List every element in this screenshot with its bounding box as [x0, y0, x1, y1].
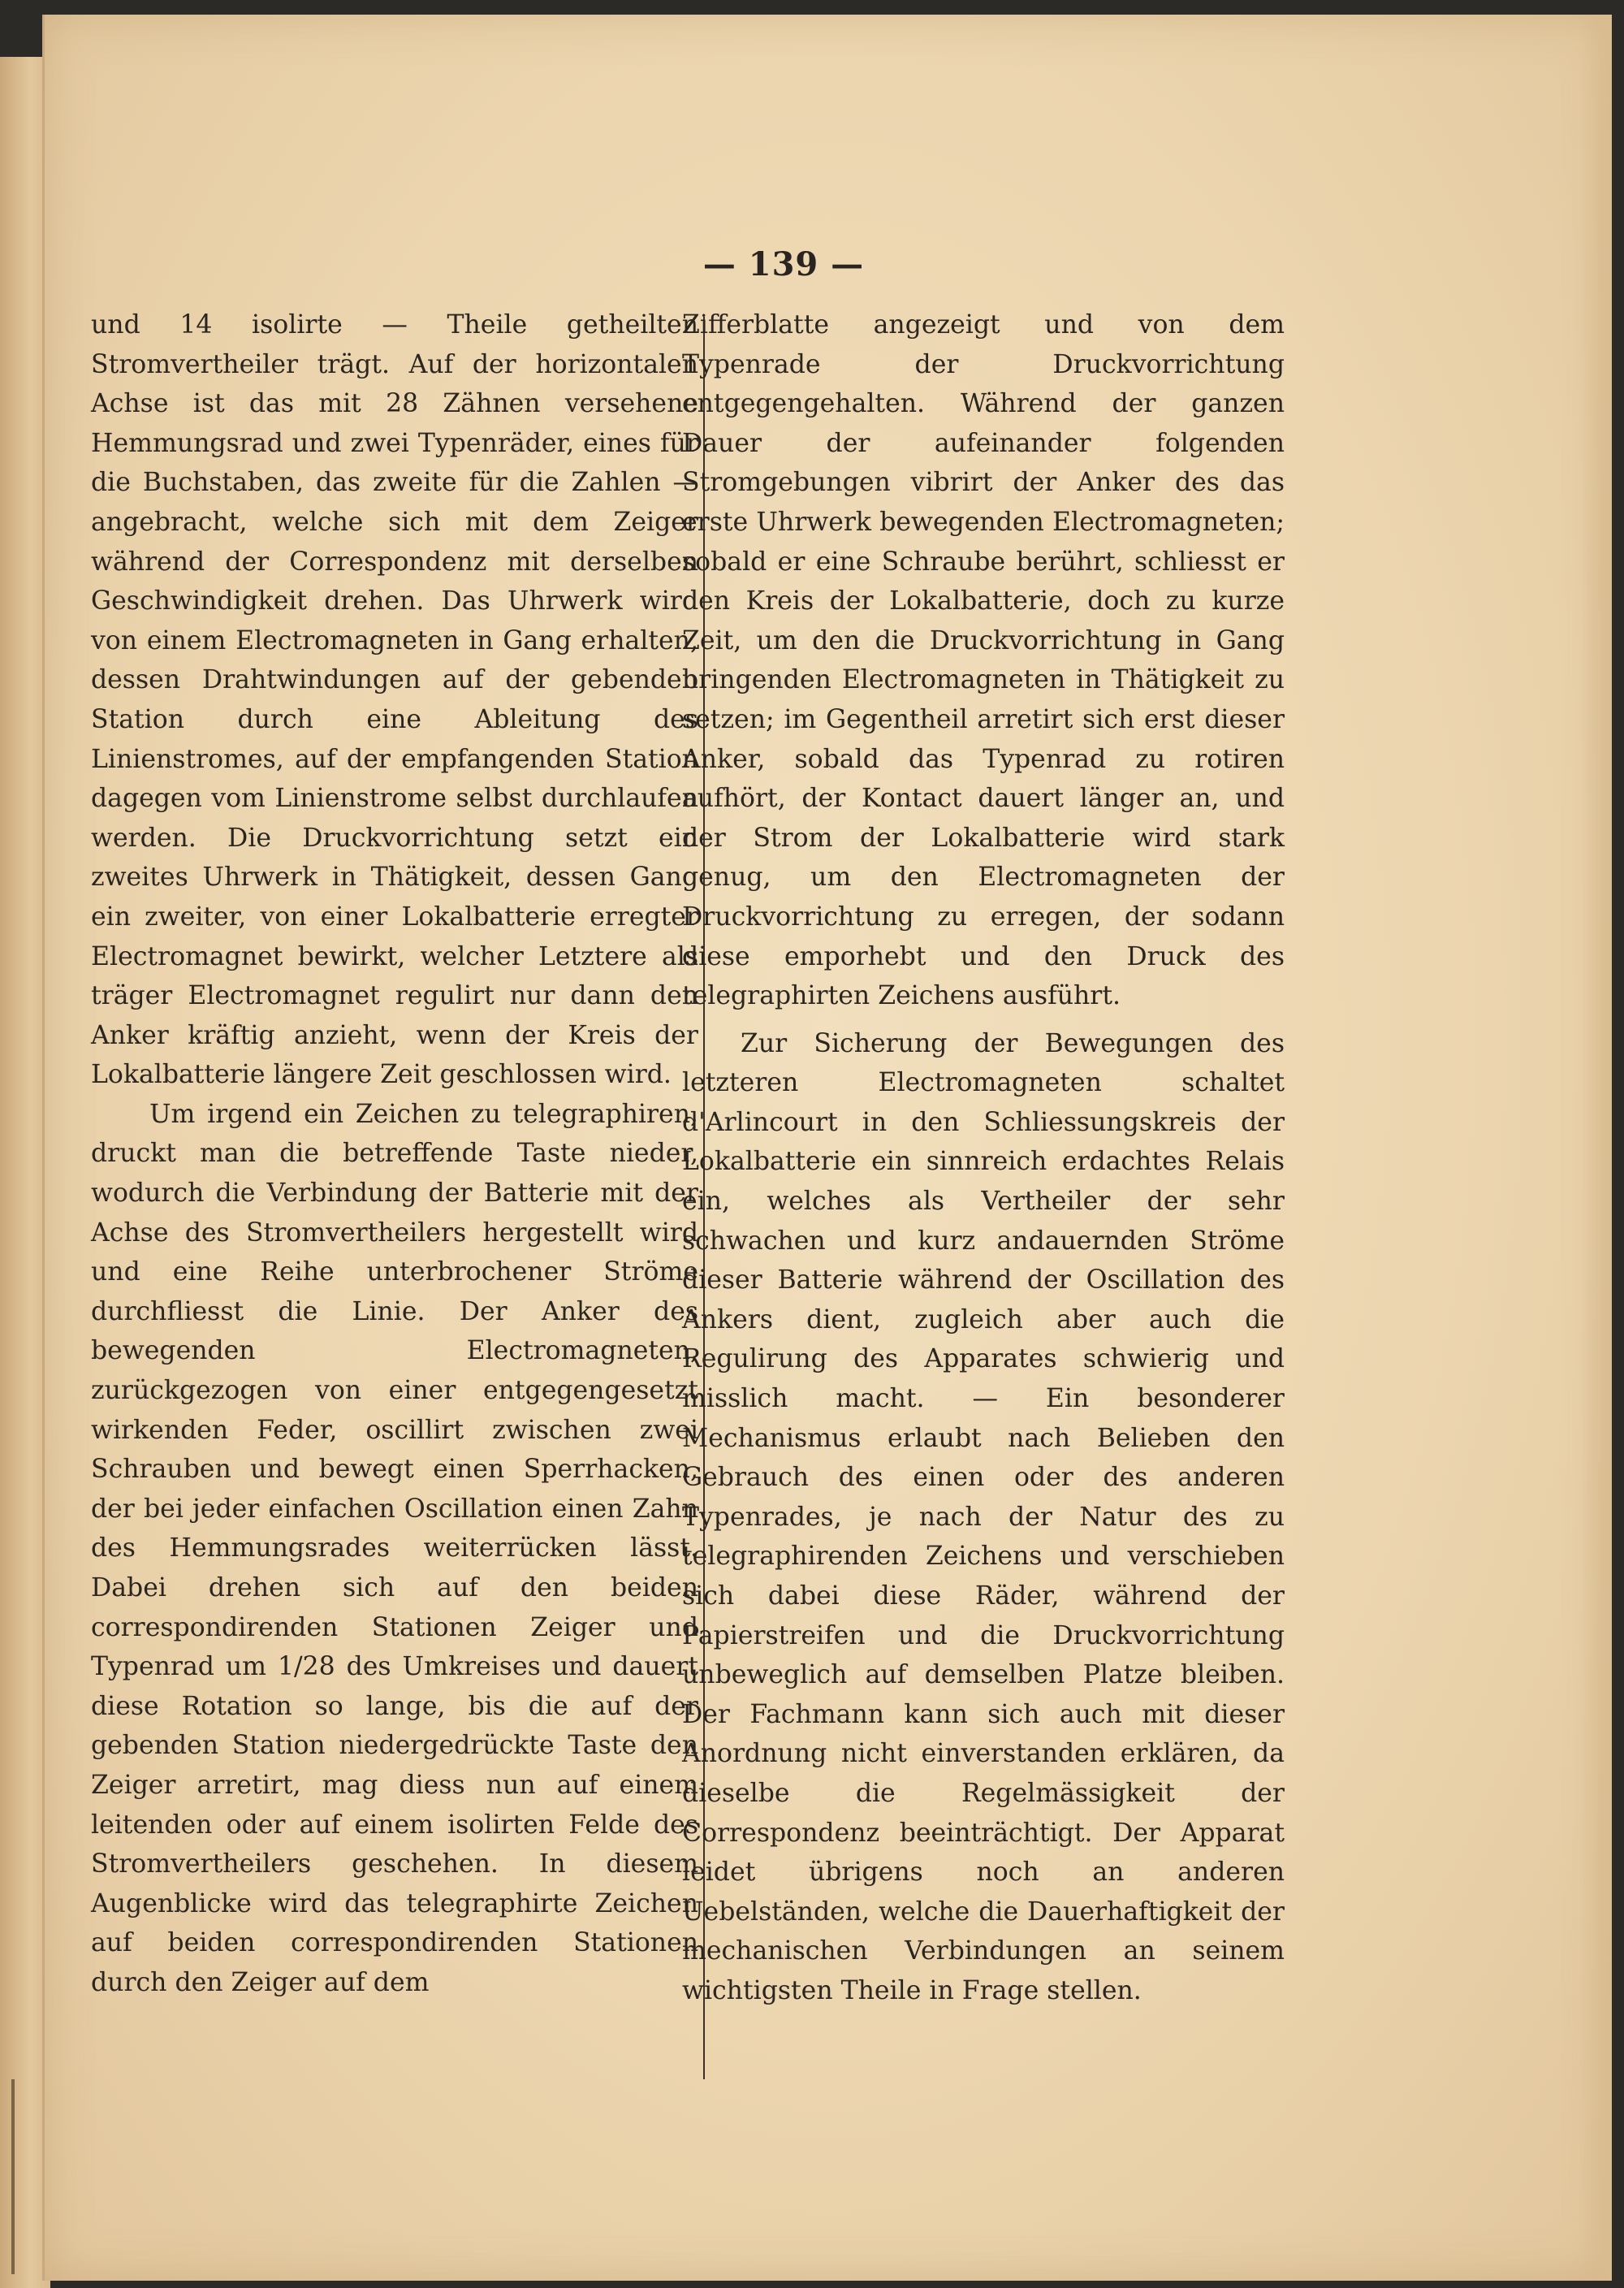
left-paragraph-1: und 14 isolirte — Theile getheilten Stromvertheiler trägt. Auf der horizontalen Achse ist das mit 28 Zähnen versehene Hemmungsrad und zwei Typenräder, eines für die Buchstaben, das zweite für die Zahlen — angebracht, welche sich mit dem Zeiger während der Correspondenz mit derselben Geschwindigkeit drehen. Das Uhrwerk wird von einem Electromagneten in Gang erhalten, dessen Drahtwindungen auf der gebenden Station durch eine Ableitung des Linienstromes, auf der empfangenden Station dagegen vom Linienstrome selbst durchlaufen werden. Die Druckvorrichtung setzt ein zweites Uhrwerk in Thätigkeit, dessen Gang ein zweiter, von einer Lokalbatterie erregter Electromagnet bewirkt, welcher Letztere als träger Electromagnet regulirt nur dann den Anker kräftig anzieht, wenn der Kreis der Lokalbatterie längere Zeit geschlossen wird.: [91, 310, 698, 1090]
binding-mark: [11, 2079, 15, 2274]
page-edge-shading: [1579, 15, 1612, 2281]
left-paragraph-2: Um irgend ein Zeichen zu telegraphiren, druckt man die betreffende Taste nieder, wodurch die Verbindung der Batterie mit der Achse des Stromvertheilers hergestellt wird und eine Reihe unterbrochener Ströme durchfliesst die Linie. Der Anker des bewegenden Electromagneten, zurückgezogen von einer entgegengesetzt wirkenden Feder, oscillirt zwischen zwei Schrauben und bewegt einen Sperrhacken, der bei jeder einfachen Oscillation einen Zahn des Hemmungsrades weiterrücken lässt. Dabei drehen sich auf den beiden correspondirenden Stationen Zeiger und Typenrad um 1/28 des Umkreises und dauert diese Rotation so lange, bis die auf der gebenden Station niedergedrückte Taste den Zeiger arretirt, mag diess nun auf einem leitenden oder auf einem isolirten Felde des Stromvertheilers geschehen. In diesem Augenblicke wird das telegraphirte Zeichen auf beiden correspondirenden Stationen durch den Zeiger auf dem: [91, 1099, 698, 1997]
right-column: [682, 305, 1285, 2011]
page-number: — 139 —: [702, 245, 865, 283]
left-column: [91, 305, 698, 2003]
right-paragraph-1: Zifferblatte angezeigt und von dem Typenrade der Druckvorrichtung entgegengehalten. Während der ganzen Dauer der aufeinander folgenden Stromgebungen vibrirt der Anker des das erste Uhrwerk bewegenden Electromagneten; sobald er eine Schraube berührt, schliesst er den Kreis der Lokalbatterie, doch zu kurze Zeit, um den die Druckvorrichtung in Gang bringenden Electromagneten in Thätigkeit zu setzen; im Gegentheil arretirt sich erst dieser Anker, sobald das Typenrad zu rotiren aufhört, der Kontact dauert länger an, und der Strom der Lokalbatterie wird stark genug, um den Electromagneten der Druckvorrichtung zu erregen, der sodann diese emporhebt und den Druck des telegraphirten Zeichens ausführt.: [682, 310, 1285, 1011]
right-paragraph-2: Zur Sicherung der Bewegungen des letzteren Electromagneten schaltet d'Arlincourt in den Schliessungskreis der Lokalbatterie ein sinnreich erdachtes Relais ein, welches als Vertheiler der sehr schwachen und kurz andauernden Ströme dieser Batterie während der Oscillation des Ankers dient, zugleich aber auch die Regulirung des Apparates schwierig und misslich macht. — Ein besonderer Mechanismus erlaubt nach Belieben den Gebrauch des einen oder des anderen Typenrades, je nach der Natur des zu telegraphirenden Zeichens und verschieben sich dabei diese Räder, während der Papierstreifen und die Druckvorrichtung unbeweglich auf demselben Platze bleiben. Der Fachmann kann sich auch mit dieser Anordnung nicht einverstanden erklären, da dieselbe die Regelmässigkeit der Correspondenz beeinträchtigt. Der Apparat leidet übrigens noch an anderen Uebelständen, welche die Dauerhaftigkeit der mechanischen Verbindungen an seinem wichtigsten Theile in Frage stellen.: [682, 1028, 1285, 2005]
